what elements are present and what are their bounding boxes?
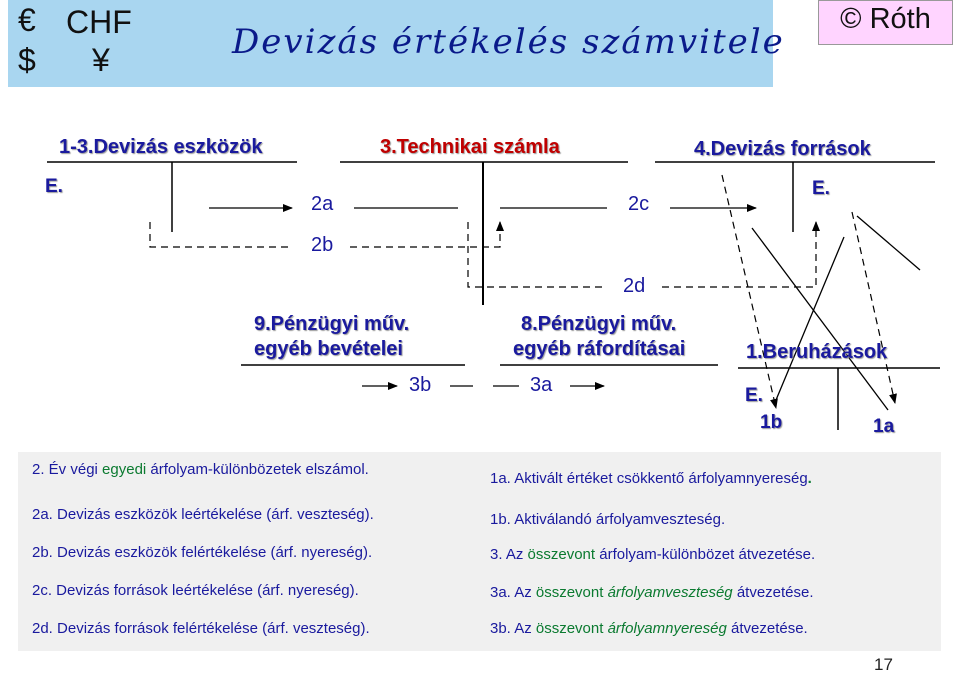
legend-right-3: 3. Az összevont árfolyam-különbözet átvezetése.	[490, 546, 816, 563]
e-investments-label: E.	[745, 385, 763, 406]
marker-3a: 3a	[530, 374, 553, 396]
e-assets-label: E.	[45, 176, 63, 197]
assets-account-label: 1-3.Devizás eszközök	[59, 136, 263, 158]
legend-right-1: 1a. Aktivált értéket csökkentő árfolyamnyereség.	[490, 470, 812, 487]
marker-3b: 3b	[409, 374, 432, 396]
cross-line-2	[776, 237, 844, 400]
cross-line-1	[752, 228, 888, 410]
arrow-2d	[468, 222, 605, 287]
marker-1b: 1b	[760, 412, 783, 433]
fin-expense-label-2: egyéb ráfordításai	[513, 338, 686, 360]
legend-left-4: 2c. Devizás források leértékelése (árf. nyereség).	[32, 582, 359, 599]
arrow-1b	[722, 175, 776, 408]
liabilities-account-label: 4.Devizás források	[694, 138, 871, 160]
investments-label: 1.Beruházások	[746, 341, 888, 363]
marker-2b: 2b	[311, 234, 334, 256]
marker-2a: 2a	[311, 193, 334, 215]
euro-symbol: €	[18, 2, 36, 38]
legend-left-2: 2a. Devizás eszközök leértékelése (árf. veszteség).	[32, 506, 374, 523]
dollar-symbol: $	[18, 42, 36, 78]
chf-symbol: CHF	[66, 4, 132, 40]
e-liabilities-label: E.	[812, 178, 830, 199]
legend-right-5: 3b. Az összevont árfolyamnyereség átvezetése.	[490, 620, 808, 637]
marker-2c: 2c	[628, 193, 650, 215]
cross-line-3	[857, 216, 920, 270]
fin-income-label-1: 9.Pénzügyi műv.	[254, 313, 410, 335]
marker-2d: 2d	[623, 275, 646, 297]
fin-income-label-2: egyéb bevételei	[254, 338, 403, 360]
arrow-1a	[852, 212, 895, 403]
legend-left-3: 2b. Devizás eszközök felértékelése (árf. nyereség).	[32, 544, 373, 561]
marker-1a: 1a	[873, 416, 895, 437]
legend-right-2: 1b. Aktiválandó árfolyamveszteség.	[490, 511, 726, 528]
author-label: © Róth	[840, 3, 931, 35]
legend-right-4: 3a. Az összevont árfolyamveszteség átvezetése.	[490, 584, 814, 601]
page-number: 17	[874, 655, 893, 674]
arrow-2b-tail	[350, 222, 500, 247]
technical-account-label: 3.Technikai számla	[380, 136, 560, 158]
legend-left-5: 2d. Devizás források felértékelése (árf. veszteség).	[32, 620, 370, 637]
yen-symbol: ¥	[92, 42, 110, 78]
legend-left-1: 2. Év végi egyedi árfolyam-különbözetek elszámol.	[32, 461, 369, 478]
fin-expense-label-1: 8.Pénzügyi műv.	[521, 313, 677, 335]
page-title: Devizás értékelés számvitele	[232, 22, 785, 62]
